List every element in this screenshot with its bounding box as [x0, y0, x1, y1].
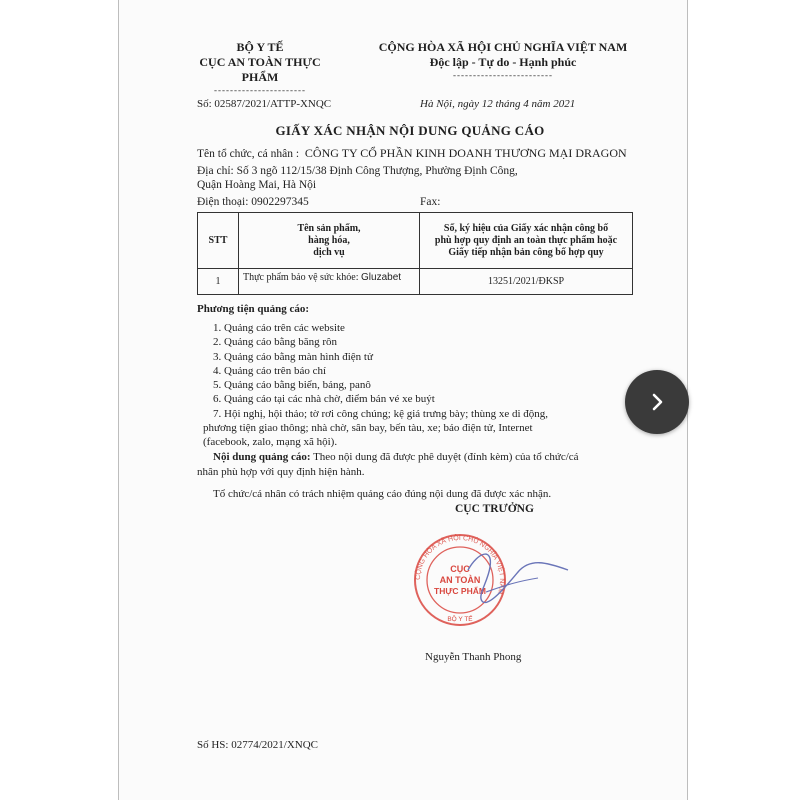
phone-label: Điện thoại:	[197, 196, 249, 208]
list-item: 4. Quảng cáo trên báo chí	[213, 364, 327, 377]
list-item: phương tiện giao thông; nhà chờ, sân bay, bến tàu, xe; báo điện tử, Internet	[203, 422, 533, 435]
list-item: (facebook, zalo, mạng xã hội).	[203, 436, 338, 449]
issuer-header	[190, 40, 330, 95]
chevron-right-icon	[647, 392, 667, 412]
responsibility-note: Tổ chức/cá nhân có trách nhiệm quảng cáo đúng nội dung đã được xác nhận.	[213, 488, 552, 500]
stamp-bottom-text: BỘ Y TẾ	[447, 616, 473, 623]
file-number: Số HS: 02774/2021/XNQC	[197, 739, 319, 751]
address-line-2: Quận Hoàng Mai, Hà Nội	[197, 179, 317, 191]
list-item: 1. Quảng cáo trên các website	[213, 322, 345, 334]
content-text-cont: nhân phù hợp với quy định hiện hành.	[197, 466, 365, 478]
stamp-center-line: CỤC	[450, 564, 470, 574]
phone-line	[197, 195, 309, 209]
national-header	[373, 40, 633, 80]
list-item: 3. Quảng cáo bằng màn hình điện tử	[213, 350, 373, 363]
header-stt: STT	[198, 213, 239, 269]
organization-label: Tên tổ chức, cá nhân :	[197, 148, 300, 160]
content-label: Nội dung quảng cáo:	[213, 451, 311, 463]
cell-certificate: 13251/2021/ĐKSP	[420, 269, 633, 295]
content-text: Theo nội dung đã được phê duyệt (đính kèm) của tổ chức/cá	[313, 451, 579, 463]
document-number: Số: 02587/2021/ATTP-XNQC	[197, 98, 332, 110]
official-stamp	[398, 522, 588, 652]
table-row	[198, 269, 633, 295]
stamp-center-line: AN TOÀN	[439, 575, 481, 585]
address-line-1: Số 3 ngõ 112/15/38 Định Công Thượng, Phường Định Công,	[236, 165, 518, 177]
cell-stt: 1	[198, 269, 239, 295]
national-motto: Độc lập - Tự do - Hạnh phúc	[429, 55, 577, 69]
header-certificate	[420, 213, 633, 269]
list-item: 6. Quảng cáo tại các nhà chờ, điểm bán vé xe buýt	[213, 393, 435, 406]
header-cert-line: Số, ký hiệu của Giấy xác nhận công bố	[443, 222, 609, 234]
fax-label: Fax:	[420, 196, 441, 208]
national-title: CỘNG HÒA XÃ HỘI CHỦ NGHĨA VIỆT NAM	[378, 40, 628, 54]
header-product	[239, 213, 420, 269]
ministry-name: BỘ Y TẾ	[236, 40, 284, 54]
stamp-center-line: THỰC PHẨM	[434, 586, 486, 596]
product-type: Thực phẩm bảo vệ sức khỏe:	[243, 272, 359, 283]
product-table	[197, 212, 633, 295]
header-product-line: Tên sản phẩm,	[297, 222, 361, 234]
list-item: 2. Quảng cáo bằng băng rôn	[213, 336, 338, 349]
header-product-line: hàng hóa,	[308, 234, 350, 246]
agency-name: CỤC AN TOÀN THỰC PHẨM	[199, 55, 321, 84]
header-cert-line: Giấy tiếp nhận bản công bố hợp quy	[448, 246, 604, 258]
organization-line	[197, 146, 657, 161]
organization-name: CÔNG TY CỔ PHẦN KINH DOANH THƯƠNG MẠI DRAGON	[304, 146, 627, 160]
signer-title: CỤC TRƯỞNG	[455, 503, 534, 515]
header-divider: -------------------------	[453, 70, 553, 80]
product-name: Gluzabet	[361, 272, 402, 283]
content-paragraph	[213, 450, 633, 464]
phone-value: 0902297345	[251, 196, 309, 208]
media-list	[203, 321, 633, 450]
list-item: 7. Hội nghị, hội thảo; tờ rơi công chúng; kệ giá trưng bày; thùng xe di động,	[213, 407, 549, 420]
list-item: 5. Quảng cáo bằng biển, bảng, panô	[213, 379, 371, 392]
table-header-row	[198, 213, 633, 269]
header-product-line: dịch vụ	[313, 246, 345, 258]
header-divider: -----------------------	[214, 85, 306, 95]
place-date: Hà Nội, ngày 12 tháng 4 năm 2021	[420, 98, 576, 110]
address-label: Địa chỉ:	[197, 165, 234, 177]
media-heading: Phương tiện quảng cáo:	[197, 303, 310, 315]
header-cert-line: phù hợp quy định an toàn thực phẩm hoặc	[434, 234, 618, 246]
next-page-button[interactable]	[625, 370, 689, 434]
document-title: GIẤY XÁC NHẬN NỘI DUNG QUẢNG CÁO	[275, 123, 545, 138]
address-block	[197, 164, 637, 192]
stamp-ring-text: CỘNG HÒA XÃ HỘI CHỦ NGHĨA VIỆT NAM	[414, 534, 506, 595]
cell-product	[239, 269, 420, 295]
signer-name: Nguyễn Thanh Phong	[425, 651, 522, 663]
